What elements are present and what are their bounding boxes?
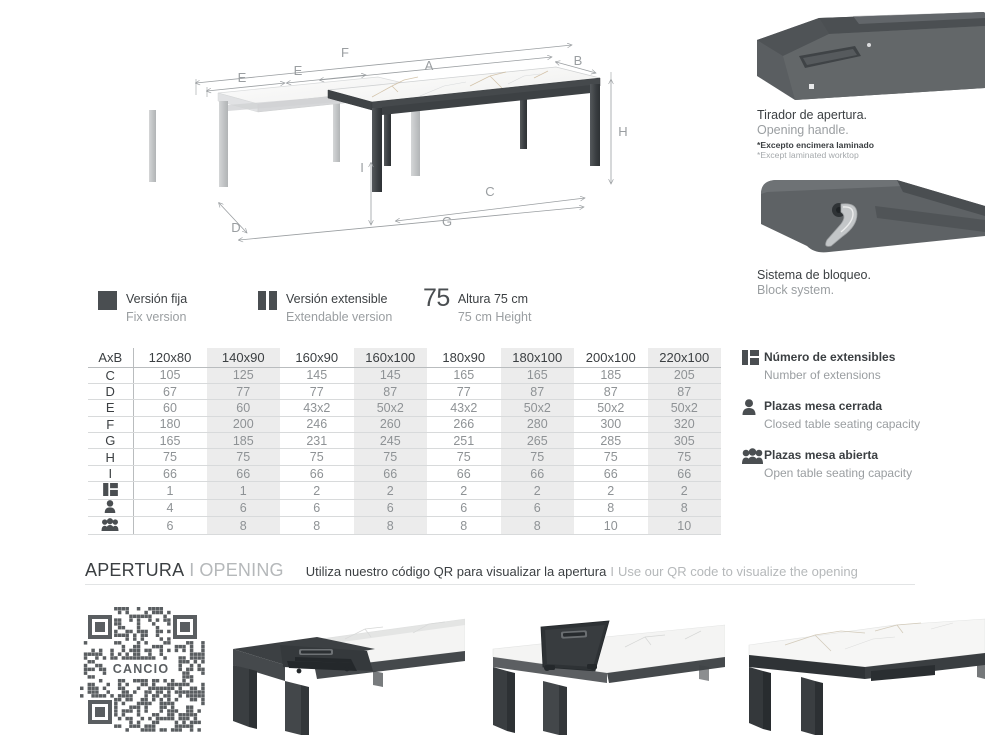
table-technical-drawing xyxy=(0,0,740,268)
cell-r0-c3: 145 xyxy=(354,367,428,383)
column-header-3: 160x100 xyxy=(354,348,428,367)
cell-r6-c4: 66 xyxy=(427,465,501,481)
opening-step-photo-2 xyxy=(485,605,725,735)
opening-title-separator: I xyxy=(189,560,195,580)
table-closed-solid xyxy=(328,67,600,192)
row-label-F: F xyxy=(88,416,133,432)
row-label-H: H xyxy=(88,449,133,465)
cell-r6-c5: 66 xyxy=(501,465,575,481)
cell-r4-c5: 265 xyxy=(501,433,575,449)
cell-r5-c2: 75 xyxy=(280,449,354,465)
section-divider xyxy=(85,584,915,585)
handle-note-en: *Except laminated worktop xyxy=(757,150,859,160)
legend-number-of-extensions xyxy=(742,348,992,384)
cell-r9-c6: 10 xyxy=(574,517,648,535)
cell-r6-c1: 66 xyxy=(207,465,281,481)
column-header-4: 180x90 xyxy=(427,348,501,367)
legend-extendable-version xyxy=(258,290,392,326)
block-title-en: Block system. xyxy=(757,283,835,297)
cell-r9-c0: 6 xyxy=(133,517,207,535)
extendable-version-label-es: Versión extensible xyxy=(286,292,388,306)
cell-r3-c7: 320 xyxy=(648,416,722,432)
cell-r1-c4: 77 xyxy=(427,383,501,399)
cell-r4-c1: 185 xyxy=(207,433,281,449)
closed-seating-label-en: Closed table seating capacity xyxy=(764,417,921,431)
extendable-version-label-en: Extendable version xyxy=(286,310,393,324)
cell-r7-c6: 2 xyxy=(574,482,648,500)
cell-r0-c5: 165 xyxy=(501,367,575,383)
table-row xyxy=(88,367,721,383)
cell-r2-c7: 50x2 xyxy=(648,400,722,416)
cell-r5-c4: 75 xyxy=(427,449,501,465)
cell-r6-c0: 66 xyxy=(133,465,207,481)
height-number: 75 xyxy=(423,284,450,312)
column-header-7: 220x100 xyxy=(648,348,722,367)
dimension-label-H: H xyxy=(618,124,628,139)
dimension-label-D: D xyxy=(231,220,241,235)
cell-r4-c2: 231 xyxy=(280,433,354,449)
cell-r9-c5: 8 xyxy=(501,517,575,535)
cell-r4-c4: 251 xyxy=(427,433,501,449)
cell-r8-c1: 6 xyxy=(207,499,281,517)
cell-r1-c2: 77 xyxy=(280,383,354,399)
cell-r2-c3: 50x2 xyxy=(354,400,428,416)
cell-r0-c0: 105 xyxy=(133,367,207,383)
extensions-label-en: Number of extensions xyxy=(764,368,881,382)
table-corner-label: AxB xyxy=(88,348,133,367)
handle-title-en: Opening handle. xyxy=(757,123,849,137)
legend-closed-seating xyxy=(742,397,992,433)
opening-subtitle-separator: I xyxy=(610,564,614,579)
cell-r7-c3: 2 xyxy=(354,482,428,500)
extensions-label-es: Número de extensibles xyxy=(764,350,896,364)
cell-r3-c3: 260 xyxy=(354,416,428,432)
single-person-icon xyxy=(88,499,133,517)
dimension-label-A: A xyxy=(424,58,434,73)
cell-r0-c2: 145 xyxy=(280,367,354,383)
dimension-label-I: I xyxy=(360,160,364,175)
cell-r6-c6: 66 xyxy=(574,465,648,481)
column-header-6: 200x100 xyxy=(574,348,648,367)
cell-r7-c1: 1 xyxy=(207,482,281,500)
cell-r2-c6: 50x2 xyxy=(574,400,648,416)
cell-r9-c3: 8 xyxy=(354,517,428,535)
cell-r3-c1: 200 xyxy=(207,416,281,432)
cell-r2-c5: 50x2 xyxy=(501,400,575,416)
table-row xyxy=(88,416,721,432)
table-row xyxy=(88,465,721,481)
cell-r7-c4: 2 xyxy=(427,482,501,500)
cell-r5-c7: 75 xyxy=(648,449,722,465)
cell-r4-c0: 165 xyxy=(133,433,207,449)
opening-subtitle-es: Utiliza nuestro código QR para visualizar la apertura xyxy=(305,564,607,579)
opening-step-photo-1 xyxy=(225,605,465,735)
row-label-G: G xyxy=(88,433,133,449)
cell-r4-c3: 245 xyxy=(354,433,428,449)
opening-step-photo-3 xyxy=(745,605,985,735)
cell-r6-c3: 66 xyxy=(354,465,428,481)
cell-r8-c7: 8 xyxy=(648,499,722,517)
cell-r2-c1: 60 xyxy=(207,400,281,416)
opening-section-header xyxy=(85,560,915,581)
legend-fix-version xyxy=(98,290,187,326)
cell-r7-c2: 2 xyxy=(280,482,354,500)
table-row xyxy=(88,383,721,399)
cell-r2-c0: 60 xyxy=(133,400,207,416)
column-header-5: 180x100 xyxy=(501,348,575,367)
dimension-label-G: G xyxy=(441,214,453,229)
table-row xyxy=(88,449,721,465)
row-label-E: E xyxy=(88,400,133,416)
legend-open-seating xyxy=(742,446,992,482)
cell-r1-c7: 87 xyxy=(648,383,722,399)
cell-r9-c7: 10 xyxy=(648,517,722,535)
cell-r8-c4: 6 xyxy=(427,499,501,517)
block-system-photo xyxy=(757,172,985,260)
dimension-label-B: B xyxy=(573,53,583,68)
cell-r5-c1: 75 xyxy=(207,449,281,465)
cell-r4-c7: 305 xyxy=(648,433,722,449)
opening-handle-caption xyxy=(757,108,1000,160)
handle-title-es: Tirador de apertura. xyxy=(757,108,868,122)
column-header-2: 160x90 xyxy=(280,348,354,367)
handle-note-es: *Excepto encimera laminado xyxy=(757,140,875,150)
cell-r8-c3: 6 xyxy=(354,499,428,517)
cell-r5-c5: 75 xyxy=(501,449,575,465)
row-label-I: I xyxy=(88,465,133,481)
single-person-icon xyxy=(742,397,764,420)
cell-r1-c0: 67 xyxy=(133,383,207,399)
cell-r2-c4: 43x2 xyxy=(427,400,501,416)
cell-r8-c6: 8 xyxy=(574,499,648,517)
cell-r5-c6: 75 xyxy=(574,449,648,465)
cell-r5-c3: 75 xyxy=(354,449,428,465)
open-seating-label-en: Open table seating capacity xyxy=(764,466,913,480)
cell-r3-c4: 266 xyxy=(427,416,501,432)
group-people-icon xyxy=(742,446,764,469)
fix-version-label-es: Versión fija xyxy=(126,292,188,306)
cell-r4-c6: 285 xyxy=(574,433,648,449)
version-legend xyxy=(98,284,658,330)
cell-r8-c2: 6 xyxy=(280,499,354,517)
cell-r3-c6: 300 xyxy=(574,416,648,432)
dimension-label-F: F xyxy=(341,45,349,60)
cell-r2-c2: 43x2 xyxy=(280,400,354,416)
cell-r9-c1: 8 xyxy=(207,517,281,535)
table-row xyxy=(88,499,721,517)
table-legend xyxy=(742,348,992,495)
closed-seating-label-es: Plazas mesa cerrada xyxy=(764,399,883,413)
block-title-es: Sistema de bloqueo. xyxy=(757,268,871,282)
extensions-icon xyxy=(88,482,133,500)
dimension-label-C: C xyxy=(485,184,495,199)
column-header-1: 140x90 xyxy=(207,348,281,367)
opening-title-en: OPENING xyxy=(199,560,284,580)
cell-r6-c7: 66 xyxy=(648,465,722,481)
table-header-row xyxy=(88,348,721,367)
dimension-label-E2: E xyxy=(293,63,303,78)
split-square-icon xyxy=(258,291,277,310)
cell-r0-c4: 165 xyxy=(427,367,501,383)
cell-r9-c2: 8 xyxy=(280,517,354,535)
open-seating-label-es: Plazas mesa abierta xyxy=(764,448,879,462)
cell-r5-c0: 75 xyxy=(133,449,207,465)
table-row xyxy=(88,482,721,500)
table-row xyxy=(88,433,721,449)
qr-brand-label: CANCIO xyxy=(112,662,170,676)
cell-r3-c0: 180 xyxy=(133,416,207,432)
cell-r3-c5: 280 xyxy=(501,416,575,432)
row-label-D: D xyxy=(88,383,133,399)
cell-r8-c5: 6 xyxy=(501,499,575,517)
height-label-es: Altura 75 cm xyxy=(457,292,528,306)
row-label-C: C xyxy=(88,367,133,383)
cell-r7-c5: 2 xyxy=(501,482,575,500)
fix-version-label-en: Fix version xyxy=(126,310,187,324)
block-system-caption xyxy=(757,268,1000,298)
solid-square-icon xyxy=(98,291,117,310)
column-header-0: 120x80 xyxy=(133,348,207,367)
table-row xyxy=(88,400,721,416)
qr-code[interactable] xyxy=(80,607,205,732)
height-label-en: 75 cm Height xyxy=(457,310,532,324)
opening-subtitle-en: Use our QR code to visualize the opening xyxy=(617,564,858,579)
opening-handle-photo xyxy=(757,12,985,100)
cell-r1-c3: 87 xyxy=(354,383,428,399)
extensions-icon xyxy=(742,348,764,370)
cell-r8-c0: 4 xyxy=(133,499,207,517)
cell-r6-c2: 66 xyxy=(280,465,354,481)
cell-r1-c6: 87 xyxy=(574,383,648,399)
cell-r0-c1: 125 xyxy=(207,367,281,383)
cell-r0-c7: 205 xyxy=(648,367,722,383)
table-row xyxy=(88,517,721,535)
cell-r3-c2: 246 xyxy=(280,416,354,432)
dimension-label-E1: E xyxy=(237,70,247,85)
cell-r9-c4: 8 xyxy=(427,517,501,535)
cell-r1-c5: 87 xyxy=(501,383,575,399)
cell-r7-c0: 1 xyxy=(133,482,207,500)
cell-r1-c1: 77 xyxy=(207,383,281,399)
cell-r0-c6: 185 xyxy=(574,367,648,383)
opening-title-es: APERTURA xyxy=(85,560,185,580)
cell-r7-c7: 2 xyxy=(648,482,722,500)
legend-height xyxy=(423,284,532,326)
specifications-table xyxy=(88,348,721,535)
group-people-icon xyxy=(88,517,133,535)
